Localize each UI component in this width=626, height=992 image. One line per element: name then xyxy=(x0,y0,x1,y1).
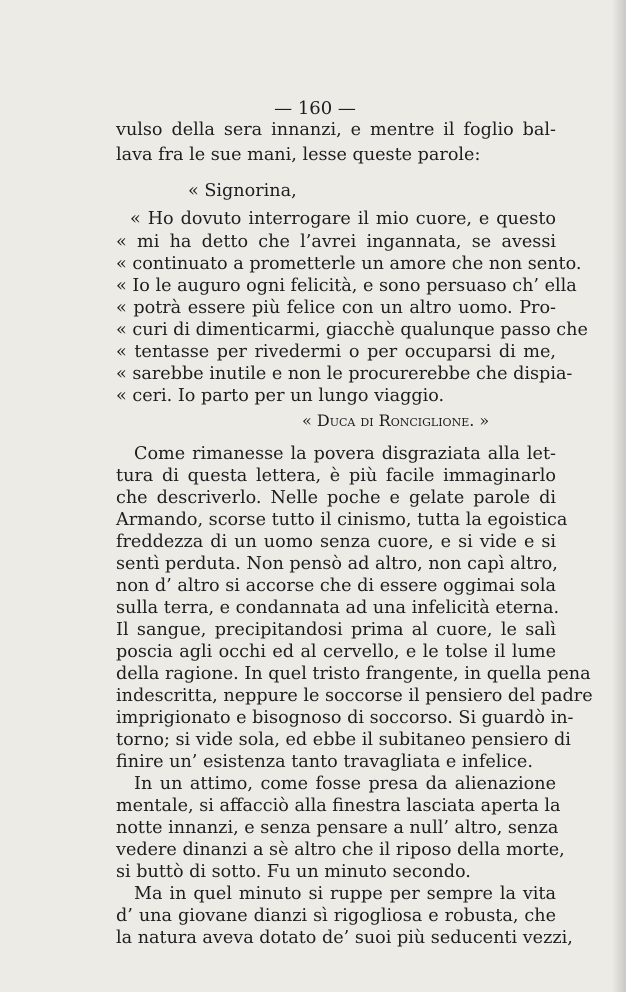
text-line: sulla terra, e condannata ad una infelicità eterna. xyxy=(116,598,560,618)
page-edge-shadow xyxy=(612,0,626,992)
text-line: lava fra le sue mani, lesse queste parole: xyxy=(116,145,481,165)
text-line: vedere dinanzi a sè altro che il riposo della morte, xyxy=(116,840,565,860)
text-line: Armando, scorse tutto il cinismo, tutta la egoistica xyxy=(116,510,568,530)
letter-line: « curi di dimenticarmi, giacchè qualunque passo che xyxy=(116,320,588,340)
letter-line: « Ho dovuto interrogare il mio cuore, e questo xyxy=(130,209,556,229)
text-line: finire un’ esistenza tanto travagliata e infelice. xyxy=(116,752,533,772)
text-line: mentale, si affacciò alla finestra lasciata aperta la xyxy=(116,796,561,816)
letter-line: « continuato a prometterle un amore che non sento. xyxy=(116,254,582,274)
text-line: Ma in quel minuto si ruppe per sempre la vita xyxy=(134,884,556,904)
text-line: si buttò di sotto. Fu un minuto secondo. xyxy=(116,862,471,882)
text-line: In un attimo, come fosse presa da alienazione xyxy=(134,774,556,794)
text-line: della ragione. In quel tristo frangente, in quella pena xyxy=(116,664,591,684)
text-line: Il sangue, precipitandosi prima al cuore, le salì xyxy=(116,620,556,640)
letter-line: « mi ha detto che l’avrei ingannata, se avessi xyxy=(116,232,556,252)
page-number: — 160 — xyxy=(274,98,356,119)
letter-line: « sarebbe inutile e non le procurerebbe che dispia- xyxy=(116,364,573,384)
letter-salutation: « Signorina, xyxy=(188,181,297,201)
text-line: tura di questa lettera, è più facile immaginarlo xyxy=(116,466,556,486)
text-line: sentì perduta. Non pensò ad altro, non capì altro, xyxy=(116,554,558,574)
letter-line: « tentasse per rivedermi o per occuparsi di me, xyxy=(116,342,556,362)
text-line: d’ una giovane dianzi sì rigogliosa e robusta, che xyxy=(116,906,556,926)
letter-line: « Io le auguro ogni felicità, e sono persuaso ch’ ella xyxy=(116,276,577,296)
letter-line: « potrà essere più felice con un altro uomo. Pro- xyxy=(116,298,556,318)
text-line: notte innanzi, e senza pensare a null’ altro, senza xyxy=(116,818,559,838)
text-line: poscia agli occhi ed al cervello, e le tolse il lume xyxy=(116,642,556,662)
text-line: imprigionato e bisognoso di soccorso. Si guardò in- xyxy=(116,708,574,728)
text-line: freddezza di un uomo senza cuore, e si vide e si xyxy=(116,532,556,552)
text-line: vulso della sera innanzi, e mentre il foglio bal- xyxy=(116,120,556,140)
text-line: la natura aveva dotato de’ suoi più seducenti vezzi, xyxy=(116,928,573,948)
text-line: Come rimanesse la povera disgraziata alla let- xyxy=(134,444,556,464)
text-line: non d’ altro si accorse che di essere oggimai sola xyxy=(116,576,556,596)
letter-signature: « Duca di Ronciglione. » xyxy=(302,411,490,430)
text-line: torno; si vide sola, ed ebbe il subitaneo pensiero di xyxy=(116,730,571,750)
text-line: indescritta, neppure le soccorse il pensiero del padre xyxy=(116,686,593,706)
letter-line: « ceri. Io parto per un lungo viaggio. xyxy=(116,386,445,406)
text-line: che descriverlo. Nelle poche e gelate parole di xyxy=(116,488,556,508)
